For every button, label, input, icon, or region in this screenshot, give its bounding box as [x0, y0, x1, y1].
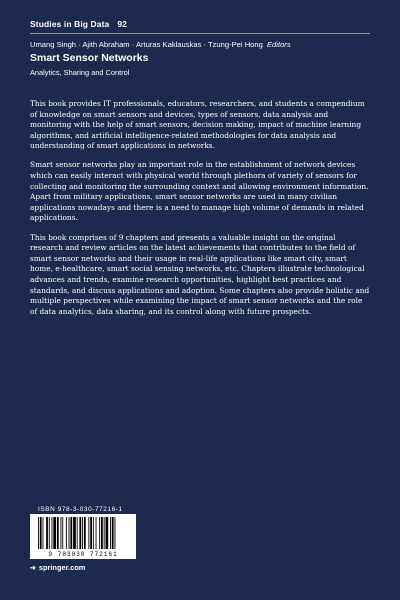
- isbn-label: ISBN 978-3-030-77216-1: [38, 506, 123, 513]
- book-description: [30, 99, 370, 326]
- series-line: [30, 19, 127, 29]
- publisher-url: springer.com: [38, 563, 86, 572]
- book-subtitle: Analytics, Sharing and Control: [30, 68, 130, 77]
- description-paragraph: This book provides IT professionals, educators, researchers, and students a compendium of knowledge on smart sensors and devices, types of sensors, data analysis and monitoring with the help of smart sensors, decision making, impact of machine learning algorithms, and artificial intelligence-related methodologies for data analysis and understanding of smart applications in networks.: [30, 99, 365, 151]
- book-title: Smart Sensor Networks: [30, 52, 149, 64]
- editors-role: Editors: [266, 40, 291, 49]
- barcode-bars: [30, 514, 136, 551]
- right-arrow-icon: ➜: [30, 564, 36, 572]
- description-paragraph: Smart sensor networks play an important role in the establishment of network devices which can easily interact with physical world through plethora of variety of sensors for collecting and monitoring the surrounding context and allowing environment information. Apart from military applications, smart sensor networks are used in many civilian applications nowadays and there is a need to manage high volume of demands in related applications.: [30, 160, 369, 223]
- editor-names: Umang Singh · Ajith Abraham · Arturas Kaklauskas · Tzung-Pei Hong: [30, 40, 263, 49]
- series-number: 92: [117, 19, 128, 29]
- series-name: Studies in Big Data: [30, 19, 110, 29]
- publisher-link[interactable]: [30, 563, 85, 572]
- editors-line: [30, 40, 291, 49]
- barcode: [30, 514, 136, 559]
- description-paragraph: This book comprises of 9 chapters and presents a valuable insight on the original research and review articles on the latest achievements that contributes to the field of smart sensor networks and their usage in real-life applications like smart city, smart home, e-healthcare, smart social sensing networks, etc. Chapters illustrate technological advances and trends, examine research opportunities, highlight best practices and standards, and discuss applications and adoption. Some chapters also provide holistic and multiple perspectives while examining the impact of smart sensor networks and the role of data analytics, data sharing, and its control along with future prospects.: [30, 232, 370, 316]
- barcode-digits: 9 783030 772161: [48, 551, 118, 558]
- header-divider: [30, 33, 370, 34]
